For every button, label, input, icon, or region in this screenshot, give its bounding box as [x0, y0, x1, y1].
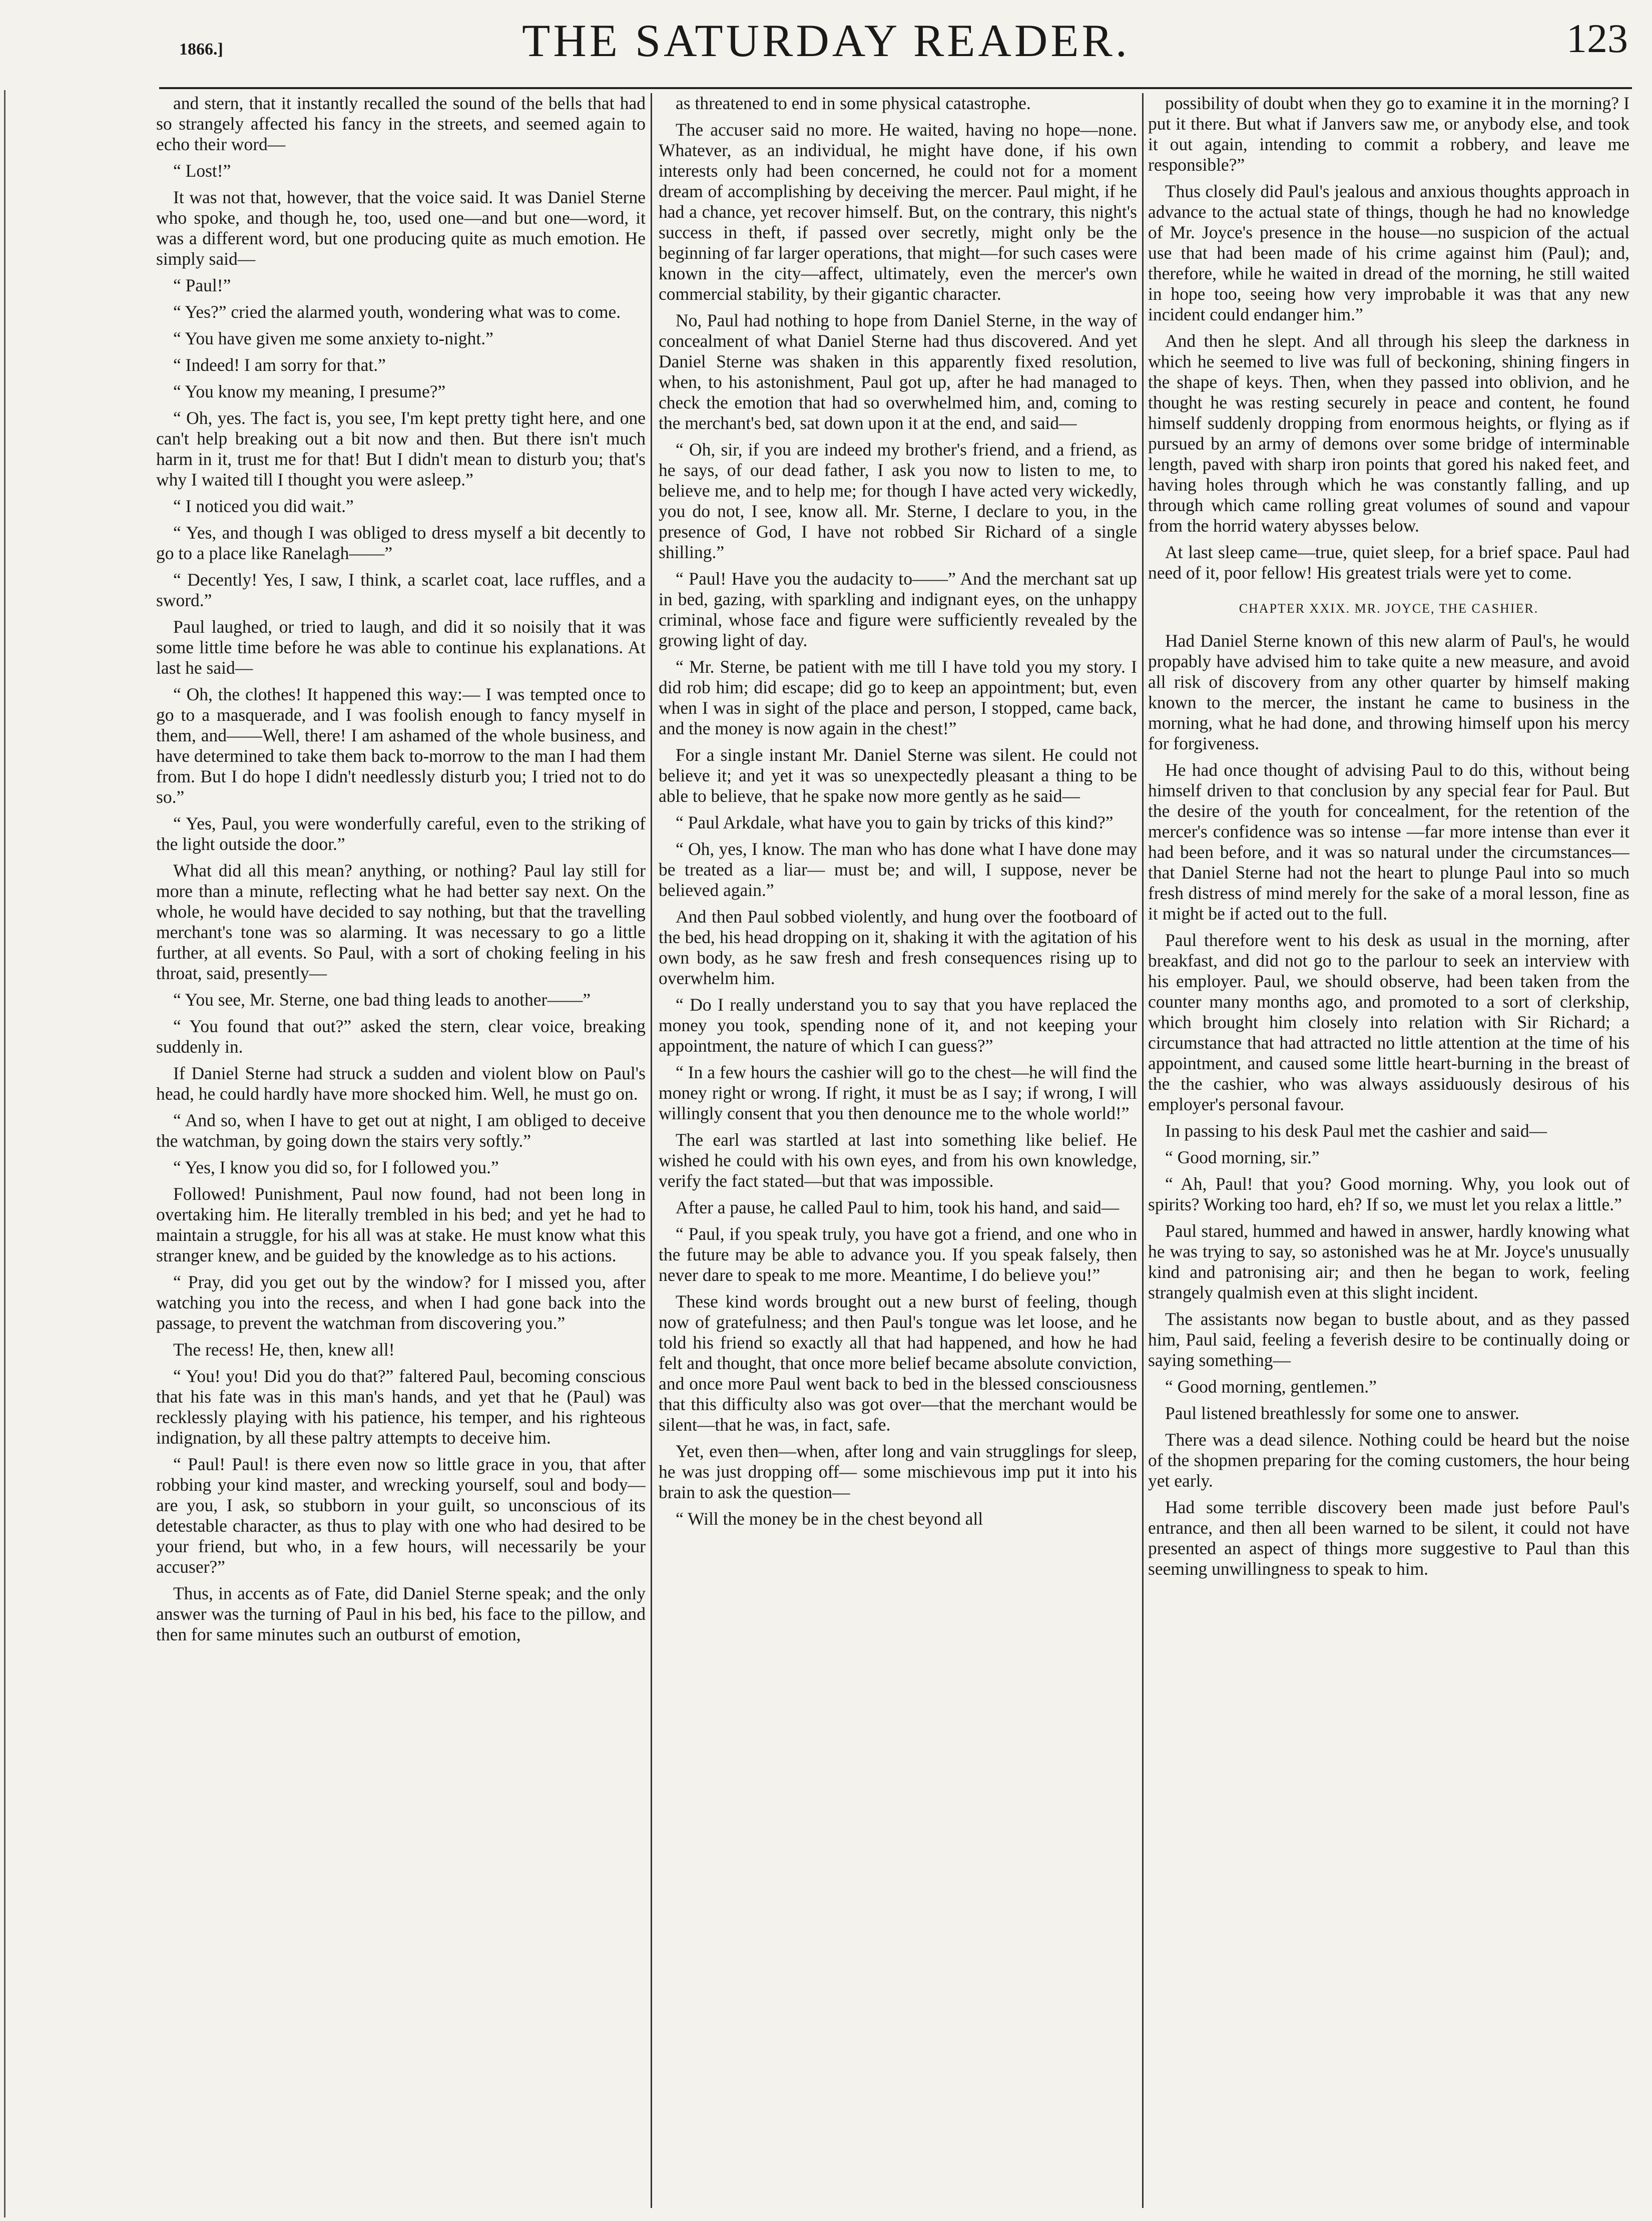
binding-edge [4, 90, 6, 2217]
paragraph: “ In a few hours the cashier will go to the chest—he will find the money right or wrong. If right, it must be as I say; if wrong, I will willingly consent that you then denounce me to the whole world!” [659, 1062, 1137, 1123]
paragraph: These kind words brought out a new burst of feeling, though now of gratefulness; and then Paul's tongue was let loose, and he told his friend so exactly all that had happened, and how he had felt and thought, that once more belief became absolute conviction, and once more Paul went back to bed in the blessed consciousness that this difficulty also was got over—that the merchant would be silent—that he was, in fact, safe. [659, 1291, 1137, 1435]
column-divider-1 [651, 93, 652, 2208]
paragraph: After a pause, he called Paul to him, took his hand, and said— [676, 1197, 1120, 1217]
paragraph: “ You know my meaning, I presume?” [173, 381, 446, 401]
paragraph: “ Paul Arkdale, what have you to gain by tricks of this kind?” [676, 812, 1114, 832]
paragraph: Thus, in accents as of Fate, did Daniel Sterne speak; and the only answer was the turning of Paul in his bed, his face to the pillow, and then for same minutes such an outburst of emotion, [156, 1583, 646, 1644]
chapter-heading: CHAPTER XXIX. MR. JOYCE, THE CASHIER. [1239, 601, 1539, 616]
paragraph: “ Good morning, gentlemen.” [1165, 1377, 1377, 1397]
header-rule [159, 87, 1632, 89]
paragraph: There was a dead silence. Nothing could be heard but the noise of the shopmen preparing for the coming customers, the hour being yet early. [1148, 1430, 1629, 1491]
paragraph: The recess! He, then, knew all! [173, 1340, 395, 1360]
masthead [0, 0, 1652, 100]
paragraph: “ Yes, I know you did so, for I followed you.” [173, 1157, 499, 1177]
paragraph: “ You! you! Did you do that?” faltered Paul, becoming conscious that his fate was in this man's hands, and yet that he (Paul) was recklessly playing with his patience, his temper, and his righteous indignation, by all these paltry attempts to deceive him. [156, 1366, 646, 1448]
column-divider-2 [1142, 93, 1144, 2208]
paragraph: Followed! Punishment, Paul now found, had not been long in overtaking him. He literally trembled in his bed; and yet he had to maintain a struggle, for his all was at stake. He must know what this stranger knew, and be guided by the knowledge as to his actions. [156, 1184, 646, 1265]
paragraph: “ Paul, if you speak truly, you have got a friend, and one who in the future may be able to advance you. If you speak falsely, then never dare to speak to me more. Meantime, I do believe you!” [659, 1224, 1137, 1285]
paragraph: In passing to his desk Paul met the cashier and said— [1165, 1121, 1547, 1141]
paragraph: He had once thought of advising Paul to do this, without being himself driven to that conclusion by any special fear for Paul. But the desire of the youth for concealment, for the retention of the mercer's confidence was so intense —far more intense than ever it had been before, and it was so natural under the circumstances— that Daniel Sterne had not the heart to plunge Paul into so much fresh distress of mind merely for the sake of a moral lesson, fine as it might be if acted out to the full. [1148, 760, 1629, 924]
paragraph: The assistants now began to bustle about, and as they passed him, Paul said, feeling a feverish desire to be continually doing or saying something— [1148, 1309, 1629, 1370]
paragraph: The earl was startled at last into something like belief. He wished he could with his own eyes, and from his own knowledge, verify the fact stated—but that was impossible. [659, 1130, 1137, 1191]
paragraph: Paul therefore went to his desk as usual in the morning, after breakfast, and did not go to the parlour to seek an interview with his employer. Paul, we should observe, had been taken from the counter many months ago, and promoted to a sort of clerkship, which brought him closely into relation with Sir Richard; a circumstance that had attracted no little attention at the time of his appointment, and caused some little heart-burning in the breast of the the cashier, who was always assiduously desirous of his employer's personal favour. [1148, 930, 1629, 1114]
publication-title: THE SATURDAY READER. [522, 15, 1130, 66]
paragraph: “ Mr. Sterne, be patient with me till I have told you my story. I did rob him; did escape; did go to keep an appointment; but, even when I was in sight of the place and person, I stopped, came back, and the money is now again in the chest!” [659, 657, 1137, 738]
paragraph: “ Oh, sir, if you are indeed my brother's friend, and a friend, as he says, of our dead father, I ask you now to listen to me, to believe me, and to help me; for though I have acted very wickedly, you do not, I see, know all. Mr. Sterne, I declare to you, in the presence of God, I have not robbed Sir Richard of a single shilling.” [659, 439, 1137, 562]
paragraph: At last sleep came—true, quiet sleep, for a brief space. Paul had need of it, poor fellow! His greatest trials were yet to come. [1148, 542, 1629, 583]
paragraph: Paul listened breathlessly for some one to answer. [1165, 1403, 1519, 1423]
paragraph: “ I noticed you did wait.” [173, 496, 354, 516]
column-2 [659, 93, 1137, 2203]
paragraph: possibility of doubt when they go to examine it in the morning? I put it there. But what if Janvers saw me, or anybody else, and took it out again, intending to commit a robbery, and leave me responsible?” [1148, 93, 1629, 175]
paragraph: Had Daniel Sterne known of this new alarm of Paul's, he would propably have advised him to take quite a new measure, and avoid all risk of discovery from any other quarter by himself making known to the mercer, the instant he came to business in the morning, what he had done, and throwing himself upon his mercy for forgiveness. [1148, 631, 1629, 753]
paragraph: No, Paul had nothing to hope from Daniel Sterne, in the way of concealment of what Daniel Sterne had thus discovered. And yet Daniel Sterne was shaken in this apparently fixed resolution, when, to his astonishment, Paul got up, after he had managed to check the emotion that had so overwhelmed him, and, coming to the merchant's bed, sat down upon it at the end, and said— [659, 310, 1137, 433]
paragraph: “ Pray, did you get out by the window? for I missed you, after watching you into the recess, and when I had gone back into the passage, to prevent the watchman from discovering you.” [156, 1272, 646, 1333]
paragraph: “ Oh, yes. The fact is, you see, I'm kept pretty tight here, and one can't help breaking out a bit now and then. But there isn't much harm in it, trust me for that! But I didn't mean to disturb you; that's why I waited till I thought you were asleep.” [156, 408, 646, 490]
column-1 [156, 93, 646, 2203]
column-3 [1148, 93, 1629, 2203]
paragraph: “ Yes, and though I was obliged to dress myself a bit decently to go to a place like Ranelagh——” [156, 523, 646, 563]
paragraph: What did all this mean? anything, or nothing? Paul lay still for more than a minute, reflecting what he had better say next. On the whole, he would have decided to say nothing, but that the travelling merchant's tone was so alarming. It was necessary to go a little further, at all events. So Paul, with a sort of choking feeling in his throat, said, presently— [156, 860, 646, 983]
paragraph: “ Yes?” cried the alarmed youth, wondering what was to come. [173, 302, 621, 322]
page-number: 123 [1566, 16, 1628, 61]
paragraph: “ Indeed! I am sorry for that.” [173, 355, 386, 375]
paragraph: Yet, even then—when, after long and vain strugglings for sleep, he was just dropping off— some mischievous imp put it into his brain to ask the question— [659, 1441, 1137, 1502]
paragraph: “ You found that out?” asked the stern, clear voice, breaking suddenly in. [156, 1016, 646, 1057]
paragraph: “ Paul!” [173, 275, 231, 295]
paragraph: “ Ah, Paul! that you? Good morning. Why, you look out of spirits? Working too hard, eh? If so, we must let you relax a little.” [1148, 1174, 1629, 1214]
paragraph: “ Paul! Paul! is there even now so little grace in you, that after robbing your kind master, and wrecking yourself, soul and body— are you, I ask, so stubborn in your guilt, so unconscious of its detestable character, as thus to play with one who had desired to be your friend, but who, in a few hours, will necessarily be your accuser?” [156, 1454, 646, 1577]
paragraph: “ Do I really understand you to say that you have replaced the money you took, spending none of it, and not keeping your appointment, the nature of which I can guess?” [659, 995, 1137, 1056]
paragraph: “ Oh, the clothes! It happened this way:— I was tempted once to go to a masquerade, and I was foolish enough to fancy myself in them, and——Well, there! I am ashamed of the whole business, and have determined to take them back to-morrow to the man I had them from. But I do hope I didn't needlessly disturb you; I tried not to do so.” [156, 684, 646, 807]
paragraph: as threatened to end in some physical catastrophe. [676, 93, 1031, 113]
paragraph: “ Will the money be in the chest beyond all [676, 1509, 983, 1529]
paragraph: “ You have given me some anxiety to-night.” [173, 328, 493, 348]
paragraph: “ Paul! Have you the audacity to——” And the merchant sat up in bed, gazing, with sparkling and indignant eyes, on the unhappy criminal, whose face and figure were sufficiently revealed by the growing light of day. [659, 569, 1137, 650]
paragraph: For a single instant Mr. Daniel Sterne was silent. He could not believe it; and yet it was so unexpectedly pleasant a thing to be able to believe, that he spake now more gently as he said— [659, 745, 1137, 806]
paragraph: If Daniel Sterne had struck a sudden and violent blow on Paul's head, he could hardly have more shocked him. Well, he must go on. [156, 1063, 646, 1104]
paragraph: Paul stared, hummed and hawed in answer, hardly knowing what he was trying to say, so astonished was he at Mr. Joyce's unusually kind and patronising air; and then he began to work, feeling strangely qualmish even at this slight incident. [1148, 1221, 1629, 1302]
paragraph: Paul laughed, or tried to laugh, and did it so noisily that it was some little time before he was able to continue his explanations. At last he said— [156, 617, 646, 678]
paragraph: Thus closely did Paul's jealous and anxious thoughts approach in advance to the actual state of things, though he had no knowledge of Mr. Joyce's presence in the house—no suspicion of the actual use that had been made of his crime against him (Paul); and, therefore, while he waited in dread of the morning, he still waited in hope too, seeing how very improbable it was that any new incident could endanger him.” [1148, 181, 1629, 324]
paragraph: The accuser said no more. He waited, having no hope—none. Whatever, as an individual, he might have done, if his own interests only had been concerned, he could not for a moment dream of accomplishing by deceiving the mercer. Paul might, if he had a chance, yet recover himself. But, on the contrary, this night's success in theft, if passed over secretly, might only be the beginning of far larger operations, that might—for such cases were known in the city—affect, ultimately, even the mercer's own commercial stability, by their gigantic character. [659, 120, 1137, 304]
paragraph: And then he slept. And all through his sleep the darkness in which he seemed to live was full of beckoning, shining fingers in the shape of keys. Then, when they passed into oblivion, and he thought he was resting securely in peace and content, he found himself suddenly dropping from enormous heights, or flying as if pursued by an army of demons over some bridge of interminable length, paved with sharp iron points that gored his naked feet, and having holes through which he was constantly falling, and up through which came rolling great volumes of sound and vapour from the horrid watery abysses below. [1148, 331, 1629, 536]
issue-date: 1866.] [179, 40, 223, 59]
paragraph: “ Oh, yes, I know. The man who has done what I have done may be treated as a liar— must be; and will, I suppose, never be believed again.” [659, 839, 1137, 900]
paragraph: It was not that, however, that the voice said. It was Daniel Sterne who spoke, and though he, too, used one—and but one—word, it was a different word, but one producing quite as much emotion. He simply said— [156, 187, 646, 269]
paragraph: And then Paul sobbed violently, and hung over the footboard of the bed, his head dropping on it, shaking it with the agitation of his own body, as he saw fresh and fresh consequences rising up to overwhelm him. [659, 907, 1137, 988]
paragraph: “ You see, Mr. Sterne, one bad thing leads to another——” [173, 990, 591, 1010]
paragraph: “ Yes, Paul, you were wonderfully careful, even to the striking of the light outside the door.” [156, 813, 646, 854]
paragraph: “ And so, when I have to get out at night, I am obliged to deceive the watchman, by going down the stairs very softly.” [156, 1110, 646, 1151]
paragraph: and stern, that it instantly recalled the sound of the bells that had so strangely affected his fancy in the streets, and seemed again to echo their word— [156, 93, 646, 154]
paragraph: Had some terrible discovery been made just before Paul's entrance, and then all been warned to be silent, it could not have presented an aspect of things more suggestive to Paul than this seeming unwillingness to speak to him. [1148, 1497, 1629, 1579]
paragraph: “ Lost!” [173, 161, 231, 181]
paragraph: “ Decently! Yes, I saw, I think, a scarlet coat, lace ruffles, and a sword.” [156, 570, 646, 610]
paragraph: “ Good morning, sir.” [1165, 1147, 1320, 1167]
